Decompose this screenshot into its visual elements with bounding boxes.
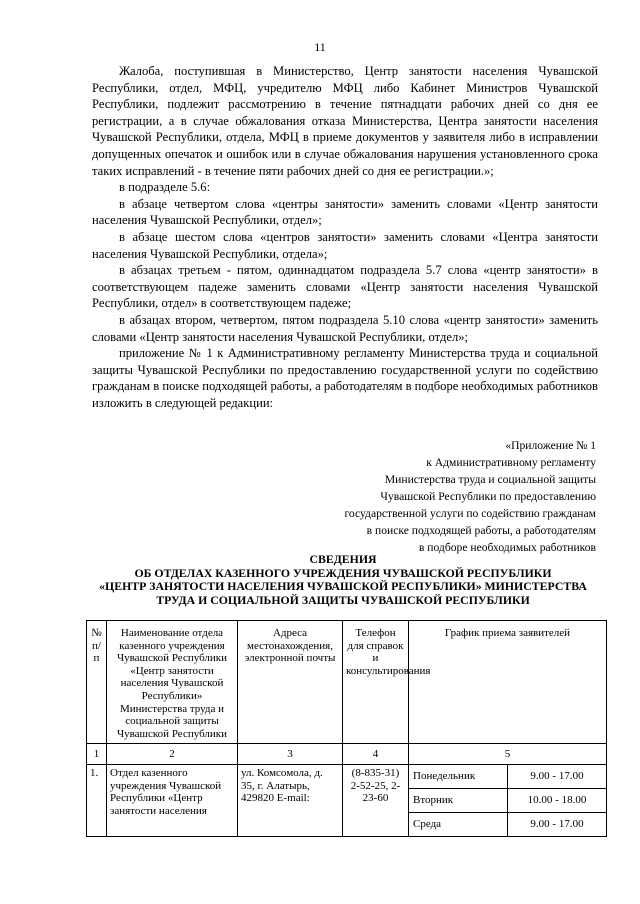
appendix-line: государственной услуги по содействию гражданам [344,507,596,520]
title-line: СВЕДЕНИЯ [309,552,377,566]
title-line: ТРУДА И СОЦИАЛЬНОЙ ЗАЩИТЫ ЧУВАШСКОЙ РЕСПУБЛИКИ [156,592,530,607]
appendix-line: Чувашской Республики по предоставлению [380,490,596,503]
header-schedule: График приема заявителей [409,621,607,744]
header-number: № п/п [87,621,107,744]
body-text [92,63,598,411]
paragraph-sixth-abzac: в абзаце шестом слова «центров занятости» заменить словами «Центра занятости населения Чувашской Республики, отдела»; [92,229,598,261]
department-name: Отдел казенного учреждения Чувашской Республики «Центр занятости населения [107,765,238,837]
appendix-line: в подборе необходимых работников [418,541,596,554]
column-number: 3 [238,744,343,765]
appendix-line: Министерства труда и социальной защиты [384,473,596,486]
column-number: 5 [409,744,607,765]
departments-table [86,620,607,837]
department-address: ул. Комсомола, д. 35, г. Алатырь, 429820 E-mail: [238,765,343,837]
column-number: 4 [343,744,409,765]
schedule-time: 9.00 - 17.00 [508,813,607,837]
paragraph-subsection-5-6: в подразделе 5.6: [119,180,211,195]
schedule-time: 10.00 - 18.00 [508,789,607,813]
page-number: 11 [314,40,326,54]
paragraph-fourth-abzac: в абзаце четвертом слова «центры занятости» заменить словами «Центр занятости населения Чувашской Республики, отдел»; [92,196,598,228]
document-title [60,553,626,607]
row-number: 1. [87,765,107,837]
table-row [87,765,607,789]
appendix-line: к Административному регламенту [426,456,596,469]
schedule-day: Среда [409,813,508,837]
paragraph-subsection-5-10: в абзацах втором, четвертом, пятом подраздела 5.10 слова «центр занятости» заменить словами «Центр занятости населения Чувашской Республики, отдел»; [92,312,598,344]
paragraph-appendix-intro: приложение № 1 к Административному регламенту Министерства труда и социальной защиты Чувашской Республики по предоставлению государственной услуги по содействию гражданам в поиске подходящей работы, а работодателям в подборе необходимых работников изложить в следующей редакции: [92,346,598,410]
column-number: 2 [107,744,238,765]
table-header-row [87,621,607,744]
header-address: Адреса местонахождения, электронной почты [238,621,343,744]
title-line: «ЦЕНТР ЗАНЯТОСТИ НАСЕЛЕНИЯ ЧУВАШСКОЙ РЕСПУБЛИКИ» МИНИСТЕРСТВА [99,579,587,594]
paragraph-complaint: Жалоба, поступившая в Министерство, Центр занятости населения Чувашской Республики, отдел, МФЦ, учредителю МФЦ либо Кабинет Министров Чувашской Республики, подлежит рассмотрению в течение пятнадцати рабочих дней со дня ее регистрации, а в случае обжалования отказа Министерства, Центра занятости населения Чувашской Республики, отдела, МФЦ в приеме документов у заявителя либо в исправлении допущенных опечаток и ошибок или в случае обжалования нарушения установленного срока таких исправлений - в течение пяти рабочих дней со дня ее регистрации.»; [92,64,598,178]
schedule-day: Вторник [409,789,508,813]
appendix-heading [286,437,596,556]
schedule-day: Понедельник [409,765,508,789]
column-number-row [87,744,607,765]
title-line: ОБ ОТДЕЛАХ КАЗЕННОГО УЧРЕЖДЕНИЯ ЧУВАШСКОЙ РЕСПУБЛИКИ [134,565,552,580]
paragraph-subsection-5-7: в абзацах третьем - пятом, одиннадцатом подраздела 5.7 слова «центр занятости» в соответствующем падеже заменить словами «Центр занятости населения Чувашской Республики, отдел» в соответствующем падеже; [92,263,598,311]
header-phone: Телефон для справок и консультирования [343,621,409,744]
appendix-line: в поиске подходящей работы, а работодателям [366,524,596,537]
column-number: 1 [87,744,107,765]
department-phone: (8-835-31) 2-52-25, 2-23-60 [343,765,409,837]
schedule-time: 9.00 - 17.00 [508,765,607,789]
appendix-line: «Приложение № 1 [505,439,596,452]
header-department-name: Наименование отдела казенного учреждения Чувашской Республики «Центр занятости населения Чувашской Республики» Министерства труда и социальной защиты Чувашской Республики [107,621,238,744]
